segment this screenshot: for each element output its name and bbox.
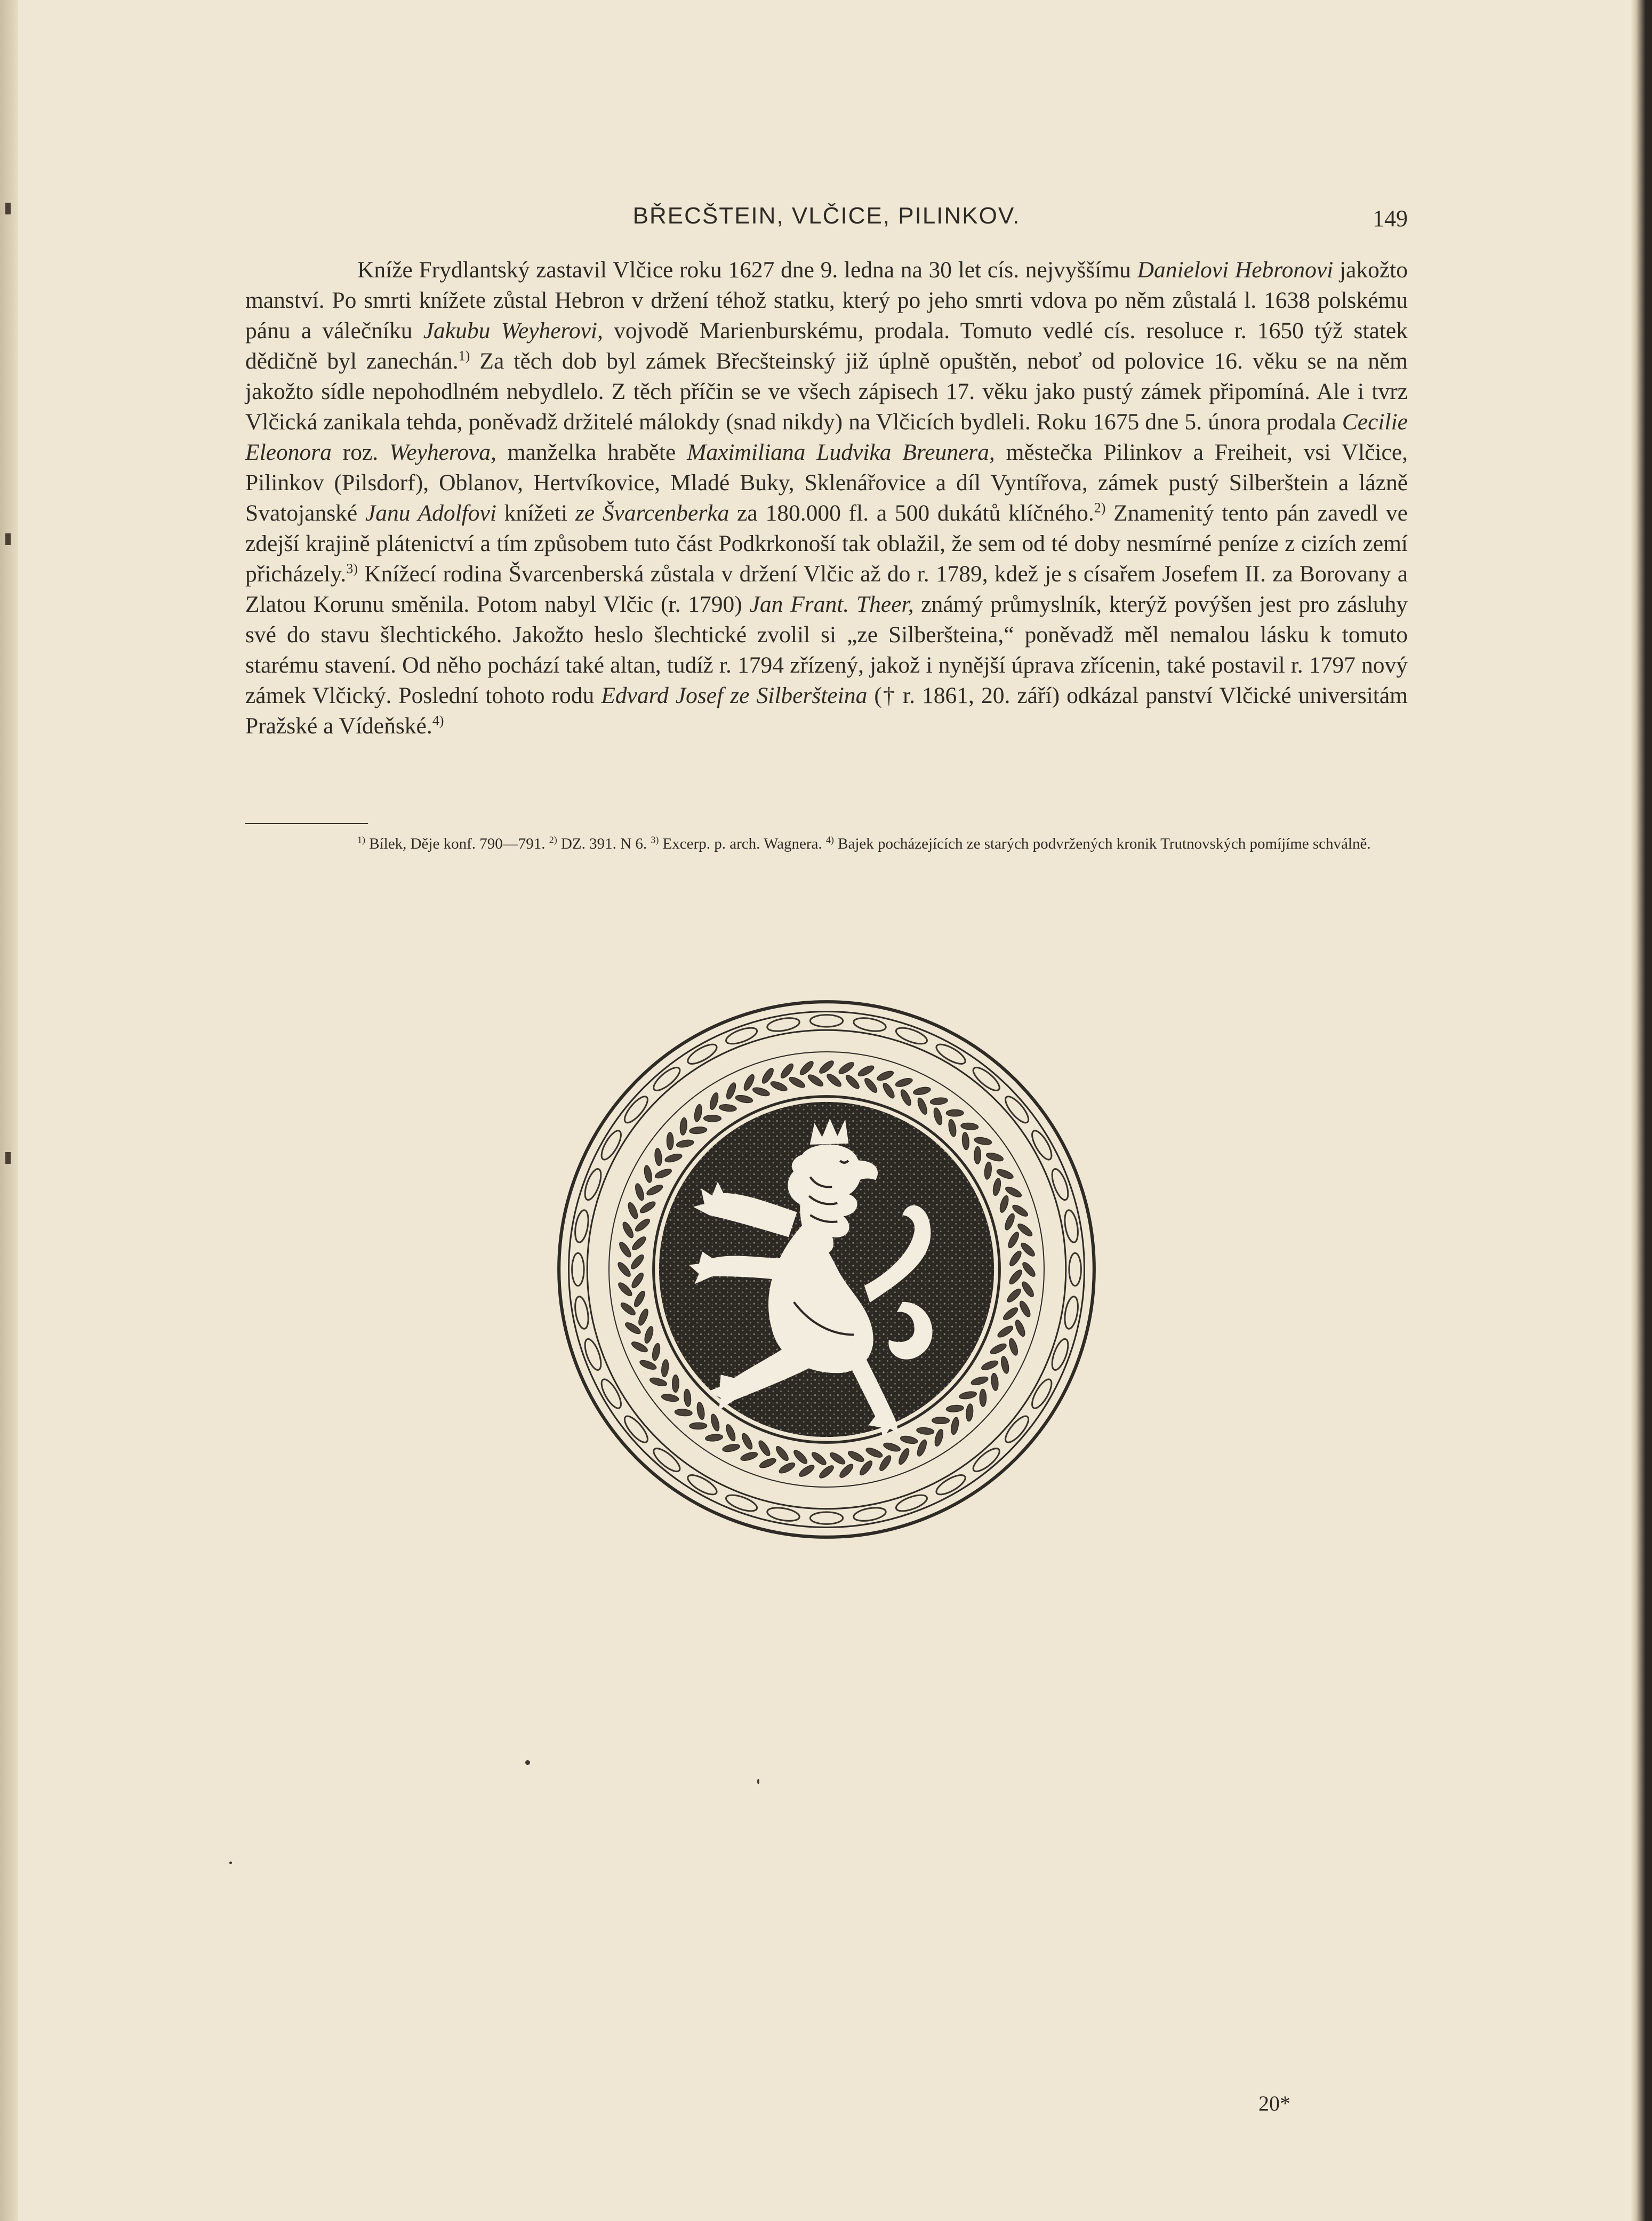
laurel-leaf bbox=[675, 1409, 693, 1417]
laurel-leaf bbox=[661, 1393, 679, 1403]
laurel-leaf bbox=[769, 1080, 788, 1092]
scroll-ornament bbox=[573, 1209, 591, 1243]
laurel-leaf bbox=[946, 1404, 964, 1412]
laurel-leaf bbox=[621, 1221, 635, 1240]
scroll-ornament bbox=[724, 1492, 759, 1514]
laurel-leaf bbox=[930, 1097, 948, 1106]
laurel-leaf bbox=[818, 1059, 836, 1075]
bohemian-lion-emblem-icon bbox=[555, 997, 1098, 1541]
italic-name: Weyherova, bbox=[389, 440, 496, 465]
italic-name: Edvard Josef ze Silberšteina bbox=[601, 683, 868, 708]
laurel-leaf bbox=[837, 1060, 855, 1076]
laurel-leaf bbox=[818, 1464, 836, 1480]
scroll-ornament bbox=[582, 1167, 604, 1202]
laurel-leaf bbox=[792, 1449, 809, 1466]
laurel-leaf bbox=[710, 1413, 721, 1432]
laurel-leaf bbox=[618, 1241, 633, 1259]
laurel-leaf bbox=[844, 1073, 861, 1090]
laurel-leaf bbox=[627, 1201, 639, 1220]
laurel-leaf bbox=[1018, 1300, 1032, 1319]
footnote-marker: 2) bbox=[1094, 500, 1106, 516]
laurel-leaf bbox=[916, 1427, 934, 1435]
scroll-ornament bbox=[766, 1506, 800, 1523]
text-run: knížeti bbox=[496, 500, 575, 526]
scroll-ornament bbox=[766, 1016, 800, 1034]
italic-name: Maximiliana Ludvika Breunera, bbox=[687, 440, 995, 465]
page-number: 149 bbox=[1373, 205, 1408, 231]
laurel-leaf bbox=[825, 1072, 843, 1088]
laurel-leaf bbox=[616, 1261, 632, 1279]
scroll-ornament bbox=[810, 1015, 843, 1027]
text-run: Za těch dob byl zámek Břecšteinský již úplně opuštěn, neboť od polovice 16. věku se na něm jakožto sídle nepohodlném nebydlelo. Z těch příčin se ve všech zápisech 17. věku jako pustý zámek připomíná. Ale i tvrz Vlčická zanikala tehda, poněvadž držitelé málokdy (snad nikdy) na Vlčicích bydleli. Roku 1675 dne 5. února prodala bbox=[245, 348, 1408, 435]
laurel-leaf bbox=[900, 1435, 918, 1445]
laurel-leaf bbox=[847, 1449, 865, 1463]
scroll-ornament bbox=[970, 1064, 1003, 1094]
text-run: městečka Pilinkov a Freiheit, vsi Vlčice, Pilinkov (Pilsdorf), Oblanov, Hertvíkovice, Mladé Buky, Sklenářovice a díl Vyntířova, zámek pustý Silberštein a lázně Svatojanské bbox=[245, 440, 1408, 526]
laurel-leaf bbox=[1008, 1249, 1023, 1267]
text-run: Knížecí rodina Švarcenberská zůstala v držení Vlčic až do r. 1789, kdež je s císařem Josefem II. za Borovany a Zlatou Korunu směnila. Potom nabyl Vlčic (r. 1790) bbox=[245, 561, 1408, 617]
laurel-leaf bbox=[774, 1445, 790, 1463]
laurel-leaf bbox=[1014, 1319, 1027, 1338]
laurel-leaf bbox=[989, 1342, 1008, 1356]
laurel-leaf bbox=[916, 1097, 929, 1115]
scroll-ornament bbox=[1049, 1167, 1071, 1202]
scroll-ornament bbox=[810, 1512, 843, 1524]
body-paragraph bbox=[245, 255, 1408, 741]
footnote-marker: 1) bbox=[458, 348, 470, 364]
laurel-leaf bbox=[752, 1086, 771, 1097]
text-run: Excerp. p. arch. Wagnera. bbox=[659, 835, 826, 852]
laurel-leaf bbox=[913, 1086, 931, 1096]
scroll-ornament bbox=[1063, 1296, 1080, 1330]
laurel-leaf bbox=[684, 1389, 692, 1407]
text-run: za 180.000 fl. a 500 dukátů klíčného. bbox=[729, 500, 1094, 526]
scroll-ornament bbox=[621, 1413, 652, 1445]
text-run: Znamenitý tento pán zavedl ve zdejší krajině plátenictví a tím způsobem tuto část Podkrkonoší tak oblažil, že sem od té doby nesmírné peníze z cizích zemí přicházely. bbox=[245, 500, 1408, 587]
laurel-leaf bbox=[961, 1132, 969, 1150]
print-speck bbox=[229, 1862, 232, 1864]
laurel-leaf bbox=[758, 1457, 777, 1469]
laurel-leaf bbox=[740, 1432, 754, 1451]
laurel-leaf bbox=[757, 1439, 772, 1457]
laurel-leaf bbox=[899, 1088, 913, 1107]
laurel-leaf bbox=[798, 1059, 815, 1076]
scroll-ornament bbox=[1029, 1377, 1055, 1411]
text-run: jakožto manství. Po smrti knížete zůstal Hebron v držení téhož statku, který po jeho smrti vdova po něm zůstalá l. 1638 polskému pánu a válečníku bbox=[245, 257, 1408, 343]
laurel-leaf bbox=[984, 1162, 992, 1180]
laurel-leaf bbox=[778, 1461, 797, 1475]
laurel-leaf bbox=[696, 1402, 705, 1420]
laurel-leaf bbox=[1004, 1212, 1016, 1231]
laurel-leaf bbox=[980, 1389, 987, 1407]
italic-name: Danielovi Hebronovi bbox=[1137, 257, 1334, 283]
footnote-marker: 1) bbox=[357, 834, 365, 845]
laurel-leaf bbox=[629, 1253, 645, 1271]
laurel-leaf bbox=[1008, 1338, 1019, 1356]
italic-name: ze Švarcenberka bbox=[575, 500, 729, 526]
laurel-leaf bbox=[838, 1463, 855, 1480]
laurel-leaf bbox=[1000, 1356, 1010, 1374]
laurel-leaf bbox=[693, 1104, 703, 1122]
running-title: BŘECŠTEIN, VLČICE, PILINKOV. bbox=[632, 203, 1021, 229]
scroll-ornament bbox=[598, 1128, 624, 1162]
laurel-leaf bbox=[985, 1152, 1004, 1163]
laurel-leaf bbox=[788, 1075, 806, 1089]
scroll-ornament bbox=[685, 1041, 719, 1067]
text-run: Bajek pocházejících ze starých podvržených kronik Trutnovských pomíjíme schválně. bbox=[833, 835, 1371, 852]
laurel-leaf bbox=[645, 1183, 664, 1197]
text-run: († r. 1861, 20. září) odkázal panství Vlčické universitám Pražské a Vídeňské. bbox=[245, 683, 1408, 739]
scroll-ornament bbox=[970, 1445, 1003, 1475]
laurel-leaf bbox=[689, 1127, 707, 1135]
laurel-leaf bbox=[895, 1077, 913, 1088]
laurel-leaf bbox=[630, 1272, 645, 1290]
laurel-leaf bbox=[616, 1281, 633, 1298]
laurel-leaf bbox=[829, 1451, 847, 1466]
laurel-leaf bbox=[740, 1451, 758, 1462]
scroll-ornament bbox=[598, 1377, 624, 1411]
laurel-leaf bbox=[637, 1308, 649, 1327]
laurel-leaf bbox=[981, 1359, 999, 1372]
scroll-ornament bbox=[934, 1041, 968, 1067]
laurel-leaf bbox=[992, 1178, 1002, 1196]
laurel-leaf bbox=[865, 1447, 884, 1459]
laurel-leaf bbox=[971, 1375, 989, 1386]
binding-mark bbox=[5, 203, 11, 214]
left-page-edge bbox=[0, 0, 18, 2221]
text-run: manželka hraběte bbox=[496, 440, 687, 465]
laurel-leaf bbox=[863, 1076, 879, 1094]
text-run: roz. bbox=[331, 440, 390, 465]
laurel-leaf bbox=[932, 1107, 943, 1126]
laurel-leaf bbox=[664, 1153, 683, 1164]
text-run: vojvodě Marienburskému, prodala. Tomuto vedlé cís. resoluce r. 1650 týž statek dědičně byl zanechán. bbox=[245, 318, 1408, 374]
laurel-leaf bbox=[705, 1434, 723, 1442]
laurel-leaf bbox=[722, 1443, 740, 1453]
scroll-ornament bbox=[894, 1492, 929, 1514]
page-header bbox=[245, 203, 1408, 240]
scroll-ornament bbox=[1069, 1253, 1081, 1285]
laurel-leaf bbox=[649, 1376, 668, 1387]
laurel-leaf bbox=[932, 1417, 950, 1424]
scroll-ornament bbox=[651, 1445, 683, 1475]
laurel-leaf bbox=[876, 1069, 895, 1082]
laurel-leaf bbox=[960, 1122, 979, 1130]
laurel-leaf bbox=[651, 1343, 661, 1361]
laurel-leaf bbox=[672, 1375, 679, 1393]
laurel-leaf bbox=[798, 1463, 816, 1479]
laurel-leaf bbox=[643, 1325, 654, 1344]
footnotes bbox=[245, 833, 1408, 854]
right-page-edge bbox=[1631, 0, 1652, 2221]
footnote-marker: 4) bbox=[432, 713, 444, 729]
scroll-ornament bbox=[853, 1016, 887, 1034]
laurel-leaf bbox=[1020, 1241, 1037, 1258]
laurel-leaf bbox=[1006, 1231, 1020, 1249]
laurel-leaf bbox=[810, 1450, 828, 1466]
italic-name: Cecilie Eleonora bbox=[245, 409, 1408, 465]
footnote-marker: 2) bbox=[549, 834, 557, 845]
text-run: Kníže Frydlantský zastavil Vlčice roku 1627 dne 9. ledna na 30 let cís. nejvyššímu bbox=[357, 257, 1137, 283]
laurel-leaf bbox=[654, 1148, 663, 1166]
laurel-leaf bbox=[639, 1200, 657, 1215]
text-run: DZ. 391. N 6. bbox=[557, 835, 651, 852]
laurel-leaf bbox=[661, 1359, 669, 1377]
laurel-leaf bbox=[1002, 1306, 1020, 1322]
laurel-leaf bbox=[966, 1403, 974, 1421]
laurel-leaf bbox=[857, 1064, 876, 1078]
scroll-ornament bbox=[1063, 1209, 1080, 1243]
laurel-leaf bbox=[689, 1423, 707, 1429]
scroll-ornament bbox=[853, 1506, 887, 1523]
laurel-leaf bbox=[654, 1168, 672, 1180]
text-run: Bílek, Děje konf. 790—791. bbox=[365, 835, 549, 852]
footnote-marker: 3) bbox=[346, 561, 358, 577]
laurel-leaf bbox=[725, 1424, 737, 1442]
laurel-leaf bbox=[946, 1109, 964, 1116]
scroll-ornament bbox=[894, 1025, 929, 1047]
laurel-leaf bbox=[883, 1441, 901, 1452]
laurel-leaf bbox=[704, 1115, 721, 1122]
scroll-ornament bbox=[573, 1296, 591, 1330]
laurel-leaf bbox=[959, 1391, 977, 1400]
footnote-divider bbox=[245, 823, 368, 824]
laurel-leaf bbox=[881, 1082, 896, 1100]
laurel-leaf bbox=[974, 1147, 981, 1164]
italic-name: Jan Frant. Theer, bbox=[749, 592, 914, 617]
laurel-leaf bbox=[735, 1094, 753, 1104]
laurel-leaf bbox=[667, 1132, 673, 1150]
laurel-leaf bbox=[679, 1117, 687, 1136]
laurel-leaf bbox=[933, 1428, 944, 1447]
italic-name: Jakubu Weyherovi, bbox=[423, 318, 603, 343]
italic-name: Janu Adolfovi bbox=[365, 500, 496, 526]
laurel-leaf bbox=[974, 1136, 992, 1146]
page-signature-mark: 20* bbox=[1258, 2091, 1290, 2115]
scroll-ornament bbox=[1002, 1093, 1032, 1126]
text-run: známý průmyslník, kterýž povýšen jest pro zásluhy své do stavu šlechtického. Jakožto heslo šlechtické zvolil si „ze Silberšteina,“ poněvadž měl nemalou lásku k tomuto starému stavení. Od něho pochází také altan, tudíž r. 1794 zřízený, jakož i nynější úprava zřícenin, také postavil r. 1797 nový zámek Vlčický. Poslední tohoto rodu bbox=[245, 592, 1408, 708]
footnote-marker: 3) bbox=[651, 834, 659, 845]
laurel-leaf bbox=[998, 1195, 1009, 1213]
laurel-leaf bbox=[633, 1217, 651, 1233]
laurel-leaf bbox=[991, 1373, 999, 1391]
scroll-ornament bbox=[621, 1093, 652, 1126]
laurel-leaf bbox=[948, 1119, 957, 1137]
scroll-ornament bbox=[572, 1253, 584, 1285]
laurel-leaf bbox=[632, 1290, 646, 1308]
scroll-ornament bbox=[685, 1472, 719, 1498]
scroll-ornament bbox=[651, 1064, 683, 1094]
print-speck bbox=[525, 1760, 530, 1765]
scroll-ornament bbox=[582, 1337, 604, 1372]
scroll-ornament bbox=[1029, 1128, 1055, 1162]
laurel-leaf bbox=[676, 1139, 694, 1148]
binding-mark bbox=[5, 1152, 11, 1164]
scroll-ornament bbox=[724, 1025, 759, 1047]
laurel-leaf bbox=[1021, 1261, 1037, 1279]
laurel-leaf bbox=[643, 1165, 653, 1183]
laurel-leaf bbox=[719, 1104, 737, 1112]
laurel-leaf bbox=[630, 1235, 647, 1252]
laurel-leaf bbox=[634, 1183, 645, 1201]
scroll-ornament bbox=[934, 1472, 968, 1498]
binding-mark bbox=[5, 533, 11, 545]
print-speck bbox=[757, 1779, 759, 1784]
laurel-leaf bbox=[709, 1092, 720, 1110]
laurel-leaf bbox=[996, 1324, 1014, 1339]
laurel-leaf bbox=[1020, 1280, 1036, 1298]
scroll-ornament bbox=[1002, 1413, 1032, 1445]
laurel-leaf bbox=[1007, 1268, 1023, 1286]
footnote-marker: 4) bbox=[825, 834, 834, 845]
laurel-leaf bbox=[950, 1417, 960, 1435]
laurel-leaf bbox=[1006, 1287, 1023, 1304]
scroll-ornament bbox=[1049, 1337, 1071, 1372]
laurel-leaf bbox=[806, 1073, 824, 1088]
